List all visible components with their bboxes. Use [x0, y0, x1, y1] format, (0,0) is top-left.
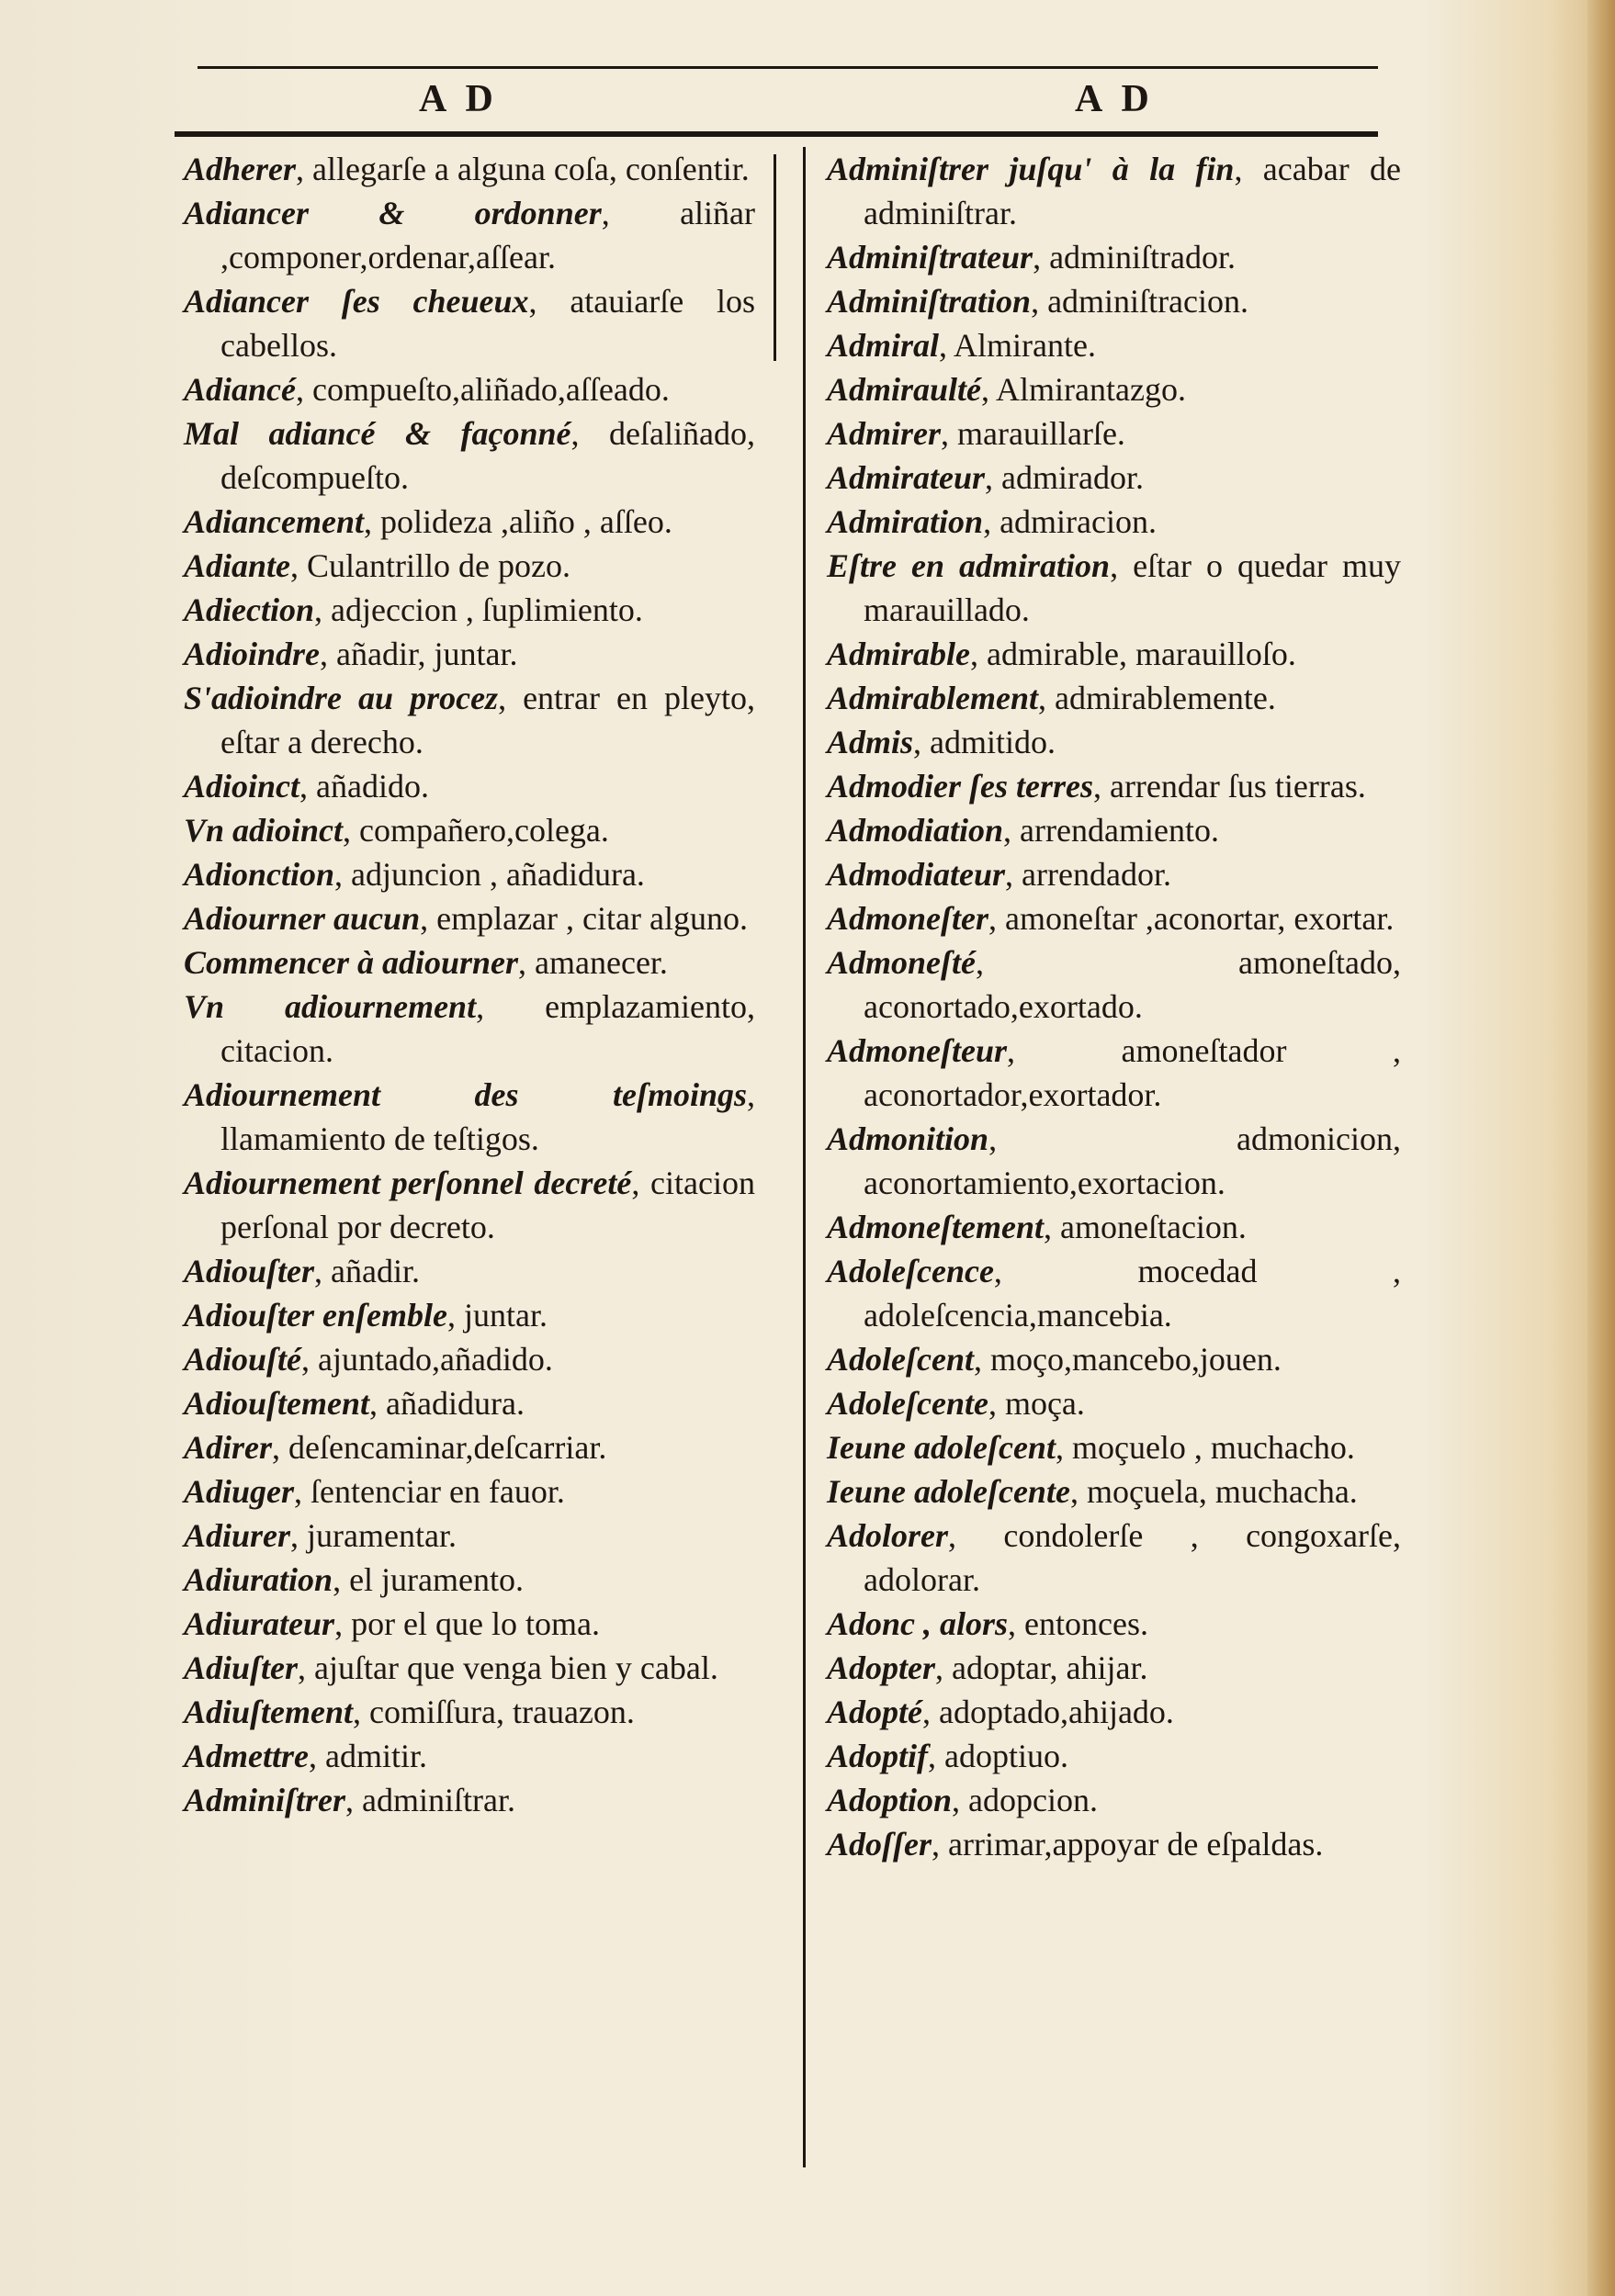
entry-headword: Adminiſtrer: [184, 1782, 346, 1818]
entry-definition: adoptar, ahijar.: [952, 1649, 1148, 1686]
entry-definition: adjuncion , añadidura.: [351, 856, 645, 893]
header-rule-bottom: [175, 131, 1378, 137]
entry-headword: Adioindre: [184, 636, 321, 672]
entry-headword: Admoneſteur: [827, 1032, 1008, 1069]
entry-separator: ,: [948, 1517, 1004, 1554]
entry-headword: Admettre: [184, 1738, 309, 1774]
entry-separator: ,: [1110, 547, 1134, 584]
entry-definition: amoneſtador , aconortador,exortador.: [864, 1032, 1401, 1113]
entry-headword: Adiournement des teſmoings: [184, 1076, 747, 1113]
dictionary-entry: [827, 1029, 1401, 1117]
entry-headword: Adminiſtrateur: [827, 239, 1033, 276]
entry-headword: Adiante: [184, 547, 291, 584]
entry-definition: ajuſtar que venga bien y cabal.: [314, 1649, 718, 1686]
entry-definition: Culantrillo de pozo.: [307, 547, 570, 584]
entry-headword: Ieune adoleſcente: [827, 1473, 1070, 1510]
page-edge: [1587, 0, 1615, 2296]
entry-separator: ,: [369, 1385, 387, 1422]
entry-definition: admitido.: [930, 724, 1056, 760]
entry-definition: arrendar ſus tierras.: [1109, 768, 1366, 805]
entry-separator: ,: [1234, 151, 1263, 187]
entry-separator: ,: [913, 724, 931, 760]
entry-separator: ,: [345, 1782, 363, 1818]
dictionary-entry: [827, 1205, 1401, 1249]
entry-headword: Admirable: [827, 636, 971, 672]
entry-separator: ,: [314, 591, 331, 628]
entry-headword: Adolorer: [827, 1517, 949, 1554]
entry-separator: ,: [320, 636, 337, 672]
entry-separator: ,: [420, 900, 437, 937]
dictionary-entry: [184, 1514, 755, 1558]
entry-definition: citacion perſonal por decreto.: [220, 1165, 755, 1245]
entry-separator: ,: [1055, 1429, 1072, 1466]
dictionary-entry: [184, 1337, 755, 1381]
entry-headword: Adiection: [184, 591, 314, 628]
entry-headword: Admonition: [827, 1120, 989, 1157]
entry-definition: juntar.: [463, 1297, 548, 1334]
entry-definition: amoneſtar ,aconortar, exortar.: [1005, 900, 1395, 937]
entry-separator: ,: [518, 944, 536, 981]
dictionary-entry: [827, 456, 1401, 500]
entry-headword: Adiancer & ordonner: [184, 195, 602, 231]
entry-headword: S'adioindre au procez: [184, 680, 499, 716]
entry-separator: ,: [952, 1782, 969, 1818]
dictionary-entry: [184, 191, 755, 279]
entry-separator: ,: [1038, 680, 1056, 716]
entry-definition: juramentar.: [307, 1517, 457, 1554]
entry-separator: ,: [928, 1738, 945, 1774]
entry-headword: Adonc , alors: [827, 1605, 1009, 1642]
entry-headword: Admoneſtement: [827, 1209, 1044, 1245]
entry-separator: ,: [364, 503, 380, 540]
entry-separator: ,: [935, 1649, 953, 1686]
dictionary-entry: [184, 632, 755, 676]
entry-headword: Adiouſter: [184, 1253, 315, 1289]
entry-separator: ,: [1007, 1032, 1122, 1069]
dictionary-entry: [184, 500, 755, 544]
entry-separator: ,: [333, 1561, 350, 1598]
entry-definition: adjeccion , ſuplimiento.: [331, 591, 643, 628]
entry-definition: admonicion, aconortamiento,exortacion.: [864, 1120, 1401, 1201]
entry-headword: Adiancement: [184, 503, 364, 540]
entry-definition: acabar de adminiſtrar.: [864, 151, 1402, 231]
entry-definition: moçuelo , muchacho.: [1071, 1429, 1355, 1466]
dictionary-entry: [827, 896, 1401, 940]
header-rule-top: [198, 66, 1378, 69]
entry-definition: admirablemente.: [1055, 680, 1276, 716]
entry-definition: admitir.: [324, 1738, 427, 1774]
entry-definition: admirador.: [1001, 459, 1144, 496]
entry-headword: Ieune adoleſcent: [827, 1429, 1056, 1466]
dictionary-entry: [827, 1249, 1401, 1337]
right-column: [827, 147, 1401, 1866]
entry-definition: entrar en pleyto, eſtar a derecho.: [220, 680, 755, 760]
entry-headword: Adioinct: [184, 768, 300, 805]
entry-headword: Admirablement: [827, 680, 1039, 716]
entry-headword: Vn adiournement: [184, 988, 477, 1025]
entry-definition: moça.: [1004, 1385, 1085, 1422]
entry-headword: Adminiſtration: [827, 283, 1032, 320]
dictionary-entry: [827, 279, 1401, 323]
entry-headword: Adiuſtement: [184, 1694, 354, 1730]
entry-definition: emplazamiento, citacion.: [220, 988, 755, 1069]
entry-separator: ,: [941, 415, 958, 452]
dictionary-entry: [827, 808, 1401, 852]
entry-definition: amoneſtado, aconortado,exortado.: [864, 944, 1401, 1025]
entry-definition: mocedad , adoleſcencia,mancebia.: [864, 1253, 1402, 1334]
entry-definition: allegarſe a alguna coſa, conſentir.: [312, 151, 750, 187]
dictionary-entry: [184, 1778, 755, 1822]
entry-separator: ,: [993, 1253, 1138, 1289]
entry-headword: Adiuration: [184, 1561, 333, 1598]
entry-separator: ,: [446, 1297, 464, 1334]
entry-definition: por el que lo toma.: [351, 1605, 600, 1642]
entry-separator: ,: [1005, 856, 1022, 893]
entry-separator: ,: [1092, 768, 1110, 805]
dictionary-entry: [827, 764, 1401, 808]
entry-definition: aliñar ,componer,ordenar,aſſear.: [220, 195, 756, 276]
entry-separator: ,: [975, 944, 1239, 981]
entry-headword: Admoneſté: [827, 944, 976, 981]
entry-headword: Adiouſté: [184, 1341, 302, 1378]
entry-separator: ,: [922, 1694, 939, 1730]
entry-separator: ,: [294, 1473, 311, 1510]
entry-headword: Adoleſcent: [827, 1341, 974, 1378]
entry-headword: Admirer: [827, 415, 942, 452]
dictionary-entry: [184, 1249, 755, 1293]
entry-headword: Adiuger: [184, 1473, 295, 1510]
entry-definition: añadidura.: [386, 1385, 525, 1422]
dictionary-entry: [184, 411, 755, 500]
entry-separator: ,: [601, 195, 681, 231]
entry-separator: ,: [570, 415, 610, 452]
dictionary-entry: [184, 1293, 755, 1337]
dictionary-entry: [827, 1822, 1401, 1866]
entry-definition: amoneſtacion.: [1060, 1209, 1247, 1245]
entry-definition: eſtar o quedar muy marauillado.: [864, 547, 1402, 628]
entry-headword: Adoſſer: [827, 1826, 932, 1863]
entry-separator: ,: [314, 1253, 332, 1289]
entry-definition: arrendador.: [1022, 856, 1171, 893]
entry-headword: Admoneſter: [827, 900, 988, 937]
entry-definition: arrendamiento.: [1020, 812, 1219, 849]
dictionary-entry: [827, 1117, 1401, 1205]
entry-definition: marauillarſe.: [957, 415, 1125, 452]
entry-definition: compueſto,aliñado,aſſeado.: [312, 371, 670, 408]
dictionary-entry: [184, 279, 755, 367]
entry-headword: Admis: [827, 724, 914, 760]
entry-headword: Admirateur: [827, 459, 986, 496]
dictionary-entry: [184, 940, 755, 985]
entry-definition: añadir, juntar.: [336, 636, 518, 672]
dictionary-entry: [827, 235, 1401, 279]
entry-headword: Admiration: [827, 503, 984, 540]
entry-definition: adopcion.: [968, 1782, 1099, 1818]
entry-headword: Commencer à adiourner: [184, 944, 519, 981]
dictionary-entry: [184, 1646, 755, 1690]
entry-headword: Eſtre en admiration: [827, 547, 1111, 584]
entry-definition: arrimar,appoyar de eſpaldas.: [947, 1826, 1324, 1863]
dictionary-entry: [184, 985, 755, 1073]
entry-separator: ,: [298, 1649, 315, 1686]
entry-headword: Adiouſter enſemble: [184, 1297, 447, 1334]
dictionary-entry: [184, 367, 755, 411]
entry-separator: ,: [528, 283, 570, 320]
entry-headword: Admodiateur: [827, 856, 1006, 893]
entry-separator: ,: [1044, 1209, 1060, 1245]
entry-definition: deſaliñado, deſcompueſto.: [220, 415, 755, 496]
entry-separator: ,: [1069, 1473, 1087, 1510]
entry-separator: ,: [981, 371, 997, 408]
dictionary-entry: [184, 896, 755, 940]
entry-headword: Admodiation: [827, 812, 1004, 849]
entry-separator: ,: [985, 459, 1002, 496]
left-column: [184, 147, 755, 1822]
dictionary-entry: [184, 147, 755, 191]
entry-definition: polideza ,aliño , aſſeo.: [380, 503, 672, 540]
entry-separator: ,: [353, 1694, 370, 1730]
entry-separator: ,: [290, 547, 308, 584]
entry-separator: ,: [939, 327, 954, 364]
entry-definition: moçuela, muchacha.: [1086, 1473, 1358, 1510]
entry-definition: ajuntado,añadido.: [318, 1341, 553, 1378]
running-header-left: A D: [419, 78, 499, 120]
entry-headword: Adoleſcence: [827, 1253, 994, 1289]
dictionary-entry: [827, 1514, 1401, 1602]
entry-definition: admirable, marauilloſo.: [987, 636, 1296, 672]
entry-headword: Adiurateur: [184, 1605, 335, 1642]
entry-headword: Adherer: [184, 151, 297, 187]
dictionary-entry: [827, 1602, 1401, 1646]
dictionary-entry: [827, 1646, 1401, 1690]
entry-headword: Adoption: [827, 1782, 953, 1818]
entry-headword: Adoleſcente: [827, 1385, 988, 1422]
dictionary-entry: [184, 1602, 755, 1646]
entry-definition: admiracion.: [999, 503, 1157, 540]
entry-separator: ,: [631, 1165, 651, 1201]
entry-separator: ,: [931, 1826, 948, 1863]
dictionary-entry: [827, 500, 1401, 544]
entry-headword: Adminiſtrer juſqu' à la fin: [827, 151, 1235, 187]
dictionary-entry: [184, 764, 755, 808]
entry-definition: condolerſe , congoxarſe, adolorar.: [864, 1517, 1401, 1598]
dictionary-entry: [184, 1734, 755, 1778]
entry-definition: adminiſtrador.: [1049, 239, 1237, 276]
entry-definition: emplazar , citar alguno.: [436, 900, 748, 937]
entry-definition: comiſſura, trauazon.: [369, 1694, 635, 1730]
entry-headword: Adiancer ſes cheueux: [184, 283, 529, 320]
dictionary-entry: [184, 1161, 755, 1249]
entry-separator: ,: [498, 680, 524, 716]
entry-separator: ,: [272, 1429, 289, 1466]
entry-definition: deſencaminar,deſcarriar.: [288, 1429, 607, 1466]
entry-headword: Adiourner aucun: [184, 900, 421, 937]
entry-headword: Adiournement perſonnel decreté: [184, 1165, 632, 1201]
dictionary-entry: [827, 323, 1401, 367]
entry-definition: añadido.: [316, 768, 429, 805]
entry-separator: ,: [988, 1385, 1005, 1422]
entry-definition: amanecer.: [535, 944, 668, 981]
entry-separator: ,: [1031, 283, 1048, 320]
dictionary-entry: [827, 1734, 1401, 1778]
entry-headword: Adiurer: [184, 1517, 291, 1554]
entry-headword: Adiuſter: [184, 1649, 299, 1686]
entry-headword: Adirer: [184, 1429, 273, 1466]
dictionary-entry: [827, 720, 1401, 764]
entry-headword: Admiral: [827, 327, 940, 364]
entry-separator: ,: [290, 1517, 308, 1554]
dictionary-entry: [184, 852, 755, 896]
entry-separator: ,: [296, 371, 312, 408]
entry-definition: entonces.: [1024, 1605, 1148, 1642]
entry-separator: ,: [308, 1738, 325, 1774]
dictionary-entry: [827, 1690, 1401, 1734]
entry-separator: ,: [983, 503, 1000, 540]
dictionary-entry: [184, 1425, 755, 1469]
dictionary-entry: [827, 1469, 1401, 1514]
entry-separator: ,: [334, 856, 352, 893]
entry-definition: compañero,colega.: [359, 812, 609, 849]
entry-definition: añadir.: [331, 1253, 420, 1289]
entry-headword: Adoptif: [827, 1738, 929, 1774]
entry-separator: ,: [1033, 239, 1050, 276]
dictionary-entry: [827, 940, 1401, 1029]
entry-definition: atauiarſe los cabellos.: [220, 283, 756, 364]
column-divider-top: [774, 154, 776, 361]
entry-headword: Adopté: [827, 1694, 922, 1730]
dictionary-entry: [827, 147, 1401, 235]
dictionary-entry: [184, 1558, 755, 1602]
dictionary-entry: [184, 1690, 755, 1734]
entry-headword: Admiraulté: [827, 371, 982, 408]
entry-separator: ,: [747, 1076, 755, 1113]
dictionary-entry: [827, 544, 1401, 632]
entry-separator: ,: [970, 636, 988, 672]
dictionary-entry: [184, 1073, 755, 1161]
entry-separator: ,: [343, 812, 360, 849]
dictionary-entry: [827, 852, 1401, 896]
entry-separator: ,: [973, 1341, 990, 1378]
dictionary-entry: [827, 1778, 1401, 1822]
entry-separator: ,: [334, 1605, 352, 1642]
entry-definition: Almirante.: [954, 327, 1096, 364]
dictionary-entry: [827, 676, 1401, 720]
dictionary-entry: [184, 544, 755, 588]
dictionary-entry: [827, 1425, 1401, 1469]
entry-definition: adminiſtrar.: [362, 1782, 515, 1818]
dictionary-entry: [827, 411, 1401, 456]
entry-definition: adoptado,ahijado.: [939, 1694, 1174, 1730]
entry-separator: ,: [1003, 812, 1021, 849]
entry-definition: el juramento.: [349, 1561, 525, 1598]
entry-definition: moço,mancebo,jouen.: [989, 1341, 1282, 1378]
dictionary-entry: [184, 588, 755, 632]
dictionary-entry: [827, 1337, 1401, 1381]
dictionary-entry: [184, 676, 755, 764]
dictionary-entry: [827, 632, 1401, 676]
dictionary-entry: [184, 1381, 755, 1425]
running-header-right: A D: [1075, 78, 1155, 120]
entry-headword: Mal adiancé & façonné: [184, 415, 571, 452]
entry-headword: Adiancé: [184, 371, 296, 408]
entry-headword: Adionction: [184, 856, 335, 893]
entry-definition: ſentenciar en fauor.: [311, 1473, 565, 1510]
entry-separator: ,: [1008, 1605, 1025, 1642]
entry-separator: ,: [301, 1341, 319, 1378]
entry-headword: Adopter: [827, 1649, 936, 1686]
entry-definition: Almirantazgo.: [996, 371, 1186, 408]
dictionary-entry: [184, 808, 755, 852]
dictionary-entry: [184, 1469, 755, 1514]
entry-definition: adminiſtracion.: [1047, 283, 1249, 320]
entry-definition: adoptiuo.: [944, 1738, 1068, 1774]
entry-separator: ,: [296, 151, 313, 187]
entry-headword: Adiouſtement: [184, 1385, 370, 1422]
dictionary-entry: [827, 1381, 1401, 1425]
entry-headword: Vn adioinct: [184, 812, 344, 849]
entry-definition: llamamiento de teſtigos.: [220, 1120, 539, 1157]
column-divider: [803, 147, 806, 2167]
entry-separator: ,: [988, 900, 1005, 937]
entry-separator: ,: [988, 1120, 1237, 1157]
entry-separator: ,: [299, 768, 317, 805]
entry-separator: ,: [476, 988, 546, 1025]
entry-headword: Admodier ſes terres: [827, 768, 1093, 805]
dictionary-entry: [827, 367, 1401, 411]
